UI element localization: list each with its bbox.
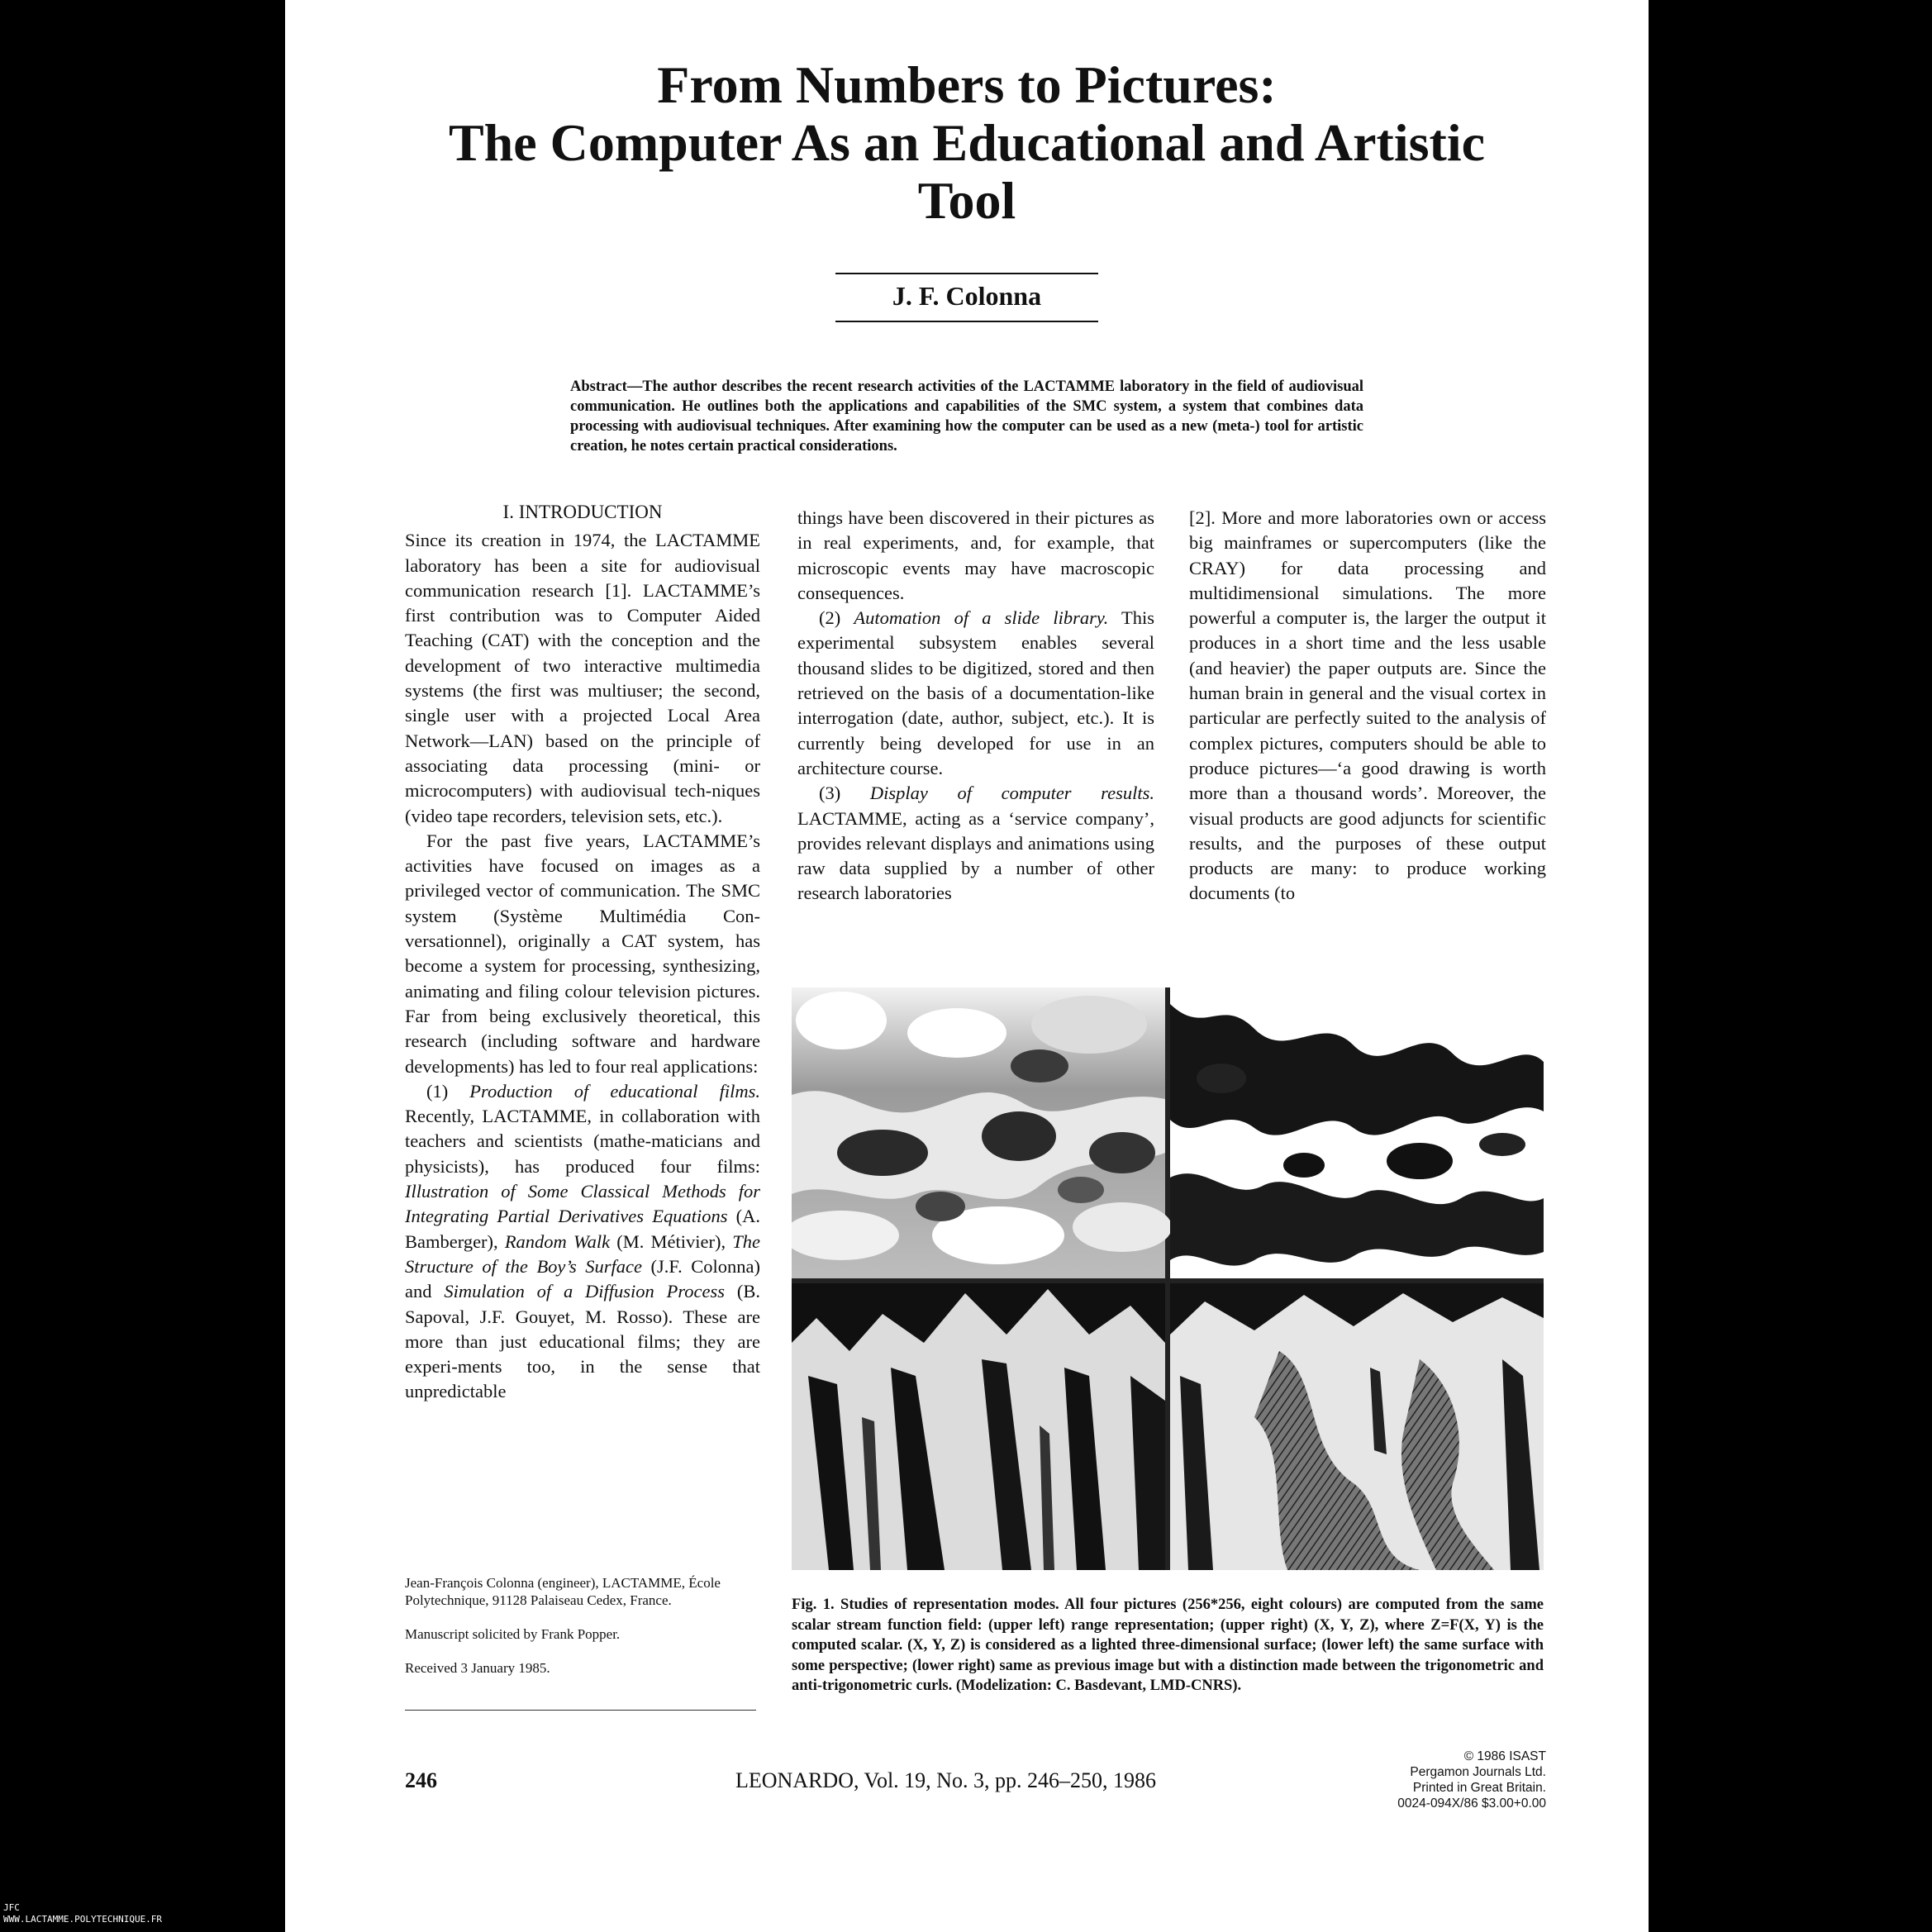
paragraph-text: Recently, LACTAMME, in collaboration with teachers and scientists (mathe-maticians and physicists), has produced four films:: [405, 1106, 760, 1177]
footnote-rule: [405, 1710, 756, 1711]
paragraph-text: This experimental subsystem enables several thousand slides to be digitized, stored and then retrieved on the basis of a documentation-like interrogation (date, author, subject, etc.). It is currently being developed for use in an architecture course.: [797, 607, 1154, 778]
paragraph-text: (M. Métivier),: [610, 1230, 733, 1252]
author-affiliation: Jean-François Colonna (engineer), LACTAMME, École Polytechnique, 91128 Palaiseau Cedex, France.: [405, 1575, 721, 1608]
title-line-3: Tool: [917, 171, 1016, 230]
paragraph: Since its creation in 1974, the LACTAMME laboratory has been a site for audiovisual communication research [1]. LACTAMME’s first contribution was to Computer Aided Teaching (CAT) with the conception and the development of two interactive multimedia systems (the first was multiuser; the second, single user with a projected Local Area Network—LAN) based on the principle of associating data processing (mini- or microcomputers) with audiovisual tech-niques (video tape recorders, television sets, etc.).: [405, 530, 760, 826]
site-watermark: [3, 1902, 162, 1925]
figure-1-image: [792, 987, 1544, 1570]
panel-lower-left: [792, 1283, 1165, 1570]
imprint-line: Printed in Great Britain.: [1412, 1781, 1546, 1795]
paragraph-text: LACTAMME, acting as a ‘service company’, provides relevant displays and animations using raw data supplied by a number of other research laboratories: [797, 807, 1154, 904]
title-line-1: From Numbers to Pictures:: [657, 55, 1277, 114]
panel-upper-right: [1170, 987, 1544, 1278]
page-number: 246: [405, 1768, 437, 1792]
paragraph: [405, 1079, 760, 1405]
film-title: Simulation of a Diffusion Process: [444, 1281, 726, 1302]
paragraph-text: (J.F. Colonna) and: [405, 1255, 760, 1302]
list-number: (1): [426, 1080, 470, 1102]
panel-lower-right: [1170, 1283, 1544, 1570]
figure-caption: Fig. 1. Studies of representation modes. All four pictures (256*256, eight colours) are computed from the same scalar stream function field: (upper left) range representation; (upper right) (X, Y, Z), where Z=F(X, Y) is the computed scalar. (X, Y, Z) is considered as a lighted three-dimensional surface; (lower left) the same surface with some perspective; (lower right) same as previous image but with a distinction made between the trigonometric and anti-trigonometric curls. (Modelization: C. Basdevant, LMD-CNRS).: [792, 1597, 1544, 1695]
paragraph: [797, 606, 1154, 781]
author-rule-bottom: [835, 321, 1098, 322]
list-title: Display of computer results.: [869, 783, 1154, 804]
paragraph: [797, 781, 1154, 906]
film-title: Random Walk: [504, 1230, 611, 1252]
journal-line: LEONARDO, Vol. 19, No. 3, pp. 246–250, 1986: [735, 1768, 1156, 1792]
author-rule-top: [835, 273, 1098, 274]
abstract: Abstract—The author describes the recent research activities of the LACTAMME laboratory in the field of audiovisual communication. He outlines both the applications and capabilities of the SMC system, a system that combines data processing with audiovisual techniques. After examining how the computer can be used as a new (meta-) tool for artistic creation, he notes certain practical considerations.: [570, 378, 1363, 454]
imprint: [1359, 1749, 1546, 1811]
panel-upper-left: [792, 987, 1172, 1278]
manuscript-note: Manuscript solicited by Frank Popper.: [405, 1626, 621, 1642]
article-title: [285, 56, 1649, 230]
footnotes: [405, 1574, 756, 1693]
list-number: (2): [819, 607, 854, 629]
body-column-2: [797, 506, 1154, 907]
author-name: J. F. Colonna: [892, 281, 1042, 311]
figure-1: [792, 987, 1544, 1570]
received-date: Received 3 January 1985.: [405, 1660, 550, 1676]
list-number: (3): [819, 783, 870, 804]
paragraph-text: (A. Bamberger),: [405, 1206, 760, 1252]
paragraph-text: (B. Sapoval, J.F. Gouyet, M. Rosso). These are more than just educational films; they are experi-ments too, in the sense that unpredictable: [405, 1281, 760, 1402]
body-column-1: [405, 500, 760, 1405]
list-title: Automation of a slide library.: [854, 607, 1109, 629]
site-mark-line: WWW.LACTAMME.POLYTECHNIQUE.FR: [3, 1914, 163, 1925]
list-title: Production of educational films.: [469, 1080, 760, 1102]
section-heading: I. INTRODUCTION: [502, 502, 663, 522]
imprint-line: Pergamon Journals Ltd.: [1410, 1765, 1546, 1779]
imprint-line: 0024-094X/86 $3.00+0.00: [1397, 1796, 1546, 1811]
paragraph: [2]. More and more laboratories own or access big mainframes or supercomputers (like the CRAY) for data processing and multidimensional simulations. The more powerful a computer is, the larger the output it produces in a short time and the less usable (and heavier) the paper outputs are. Since the human brain in general and the visual cortex in particular are perfectly suited to the analysis of complex pictures, computers should be able to produce pictures—‘a good drawing is worth more than a thousand words’. Moreover, the visual products are good adjuncts for scientific results, and the purposes of these output products are many: to produce working documents (to: [1189, 507, 1546, 904]
paragraph: things have been discovered in their pictures as in real experiments, and, for example, that microscopic events may have macroscopic consequences.: [797, 507, 1154, 603]
body-column-3: [1189, 506, 1546, 907]
imprint-line: © 1986 ISAST: [1463, 1749, 1546, 1763]
paper-page: [285, 0, 1649, 1932]
paragraph: For the past five years, LACTAMME’s activities have focused on images as a privileged vector of communication. The SMC system (Système Multimédia Con-versationnel), originally a CAT system, has become a system for processing, synthesizing, animating and filing colour television pictures. Far from being exclusively theoretical, this research (including software and hardware developments) has led to four real applications:: [405, 830, 760, 1077]
film-title: Illustration of Some Classical Methods for Integrating Partial Derivatives Equations: [405, 1181, 760, 1227]
site-mark-line: JFC: [3, 1902, 20, 1913]
title-line-2: The Computer As an Educational and Artistic: [448, 113, 1486, 172]
film-title: The Structure of the Boy’s Surface: [405, 1230, 760, 1277]
